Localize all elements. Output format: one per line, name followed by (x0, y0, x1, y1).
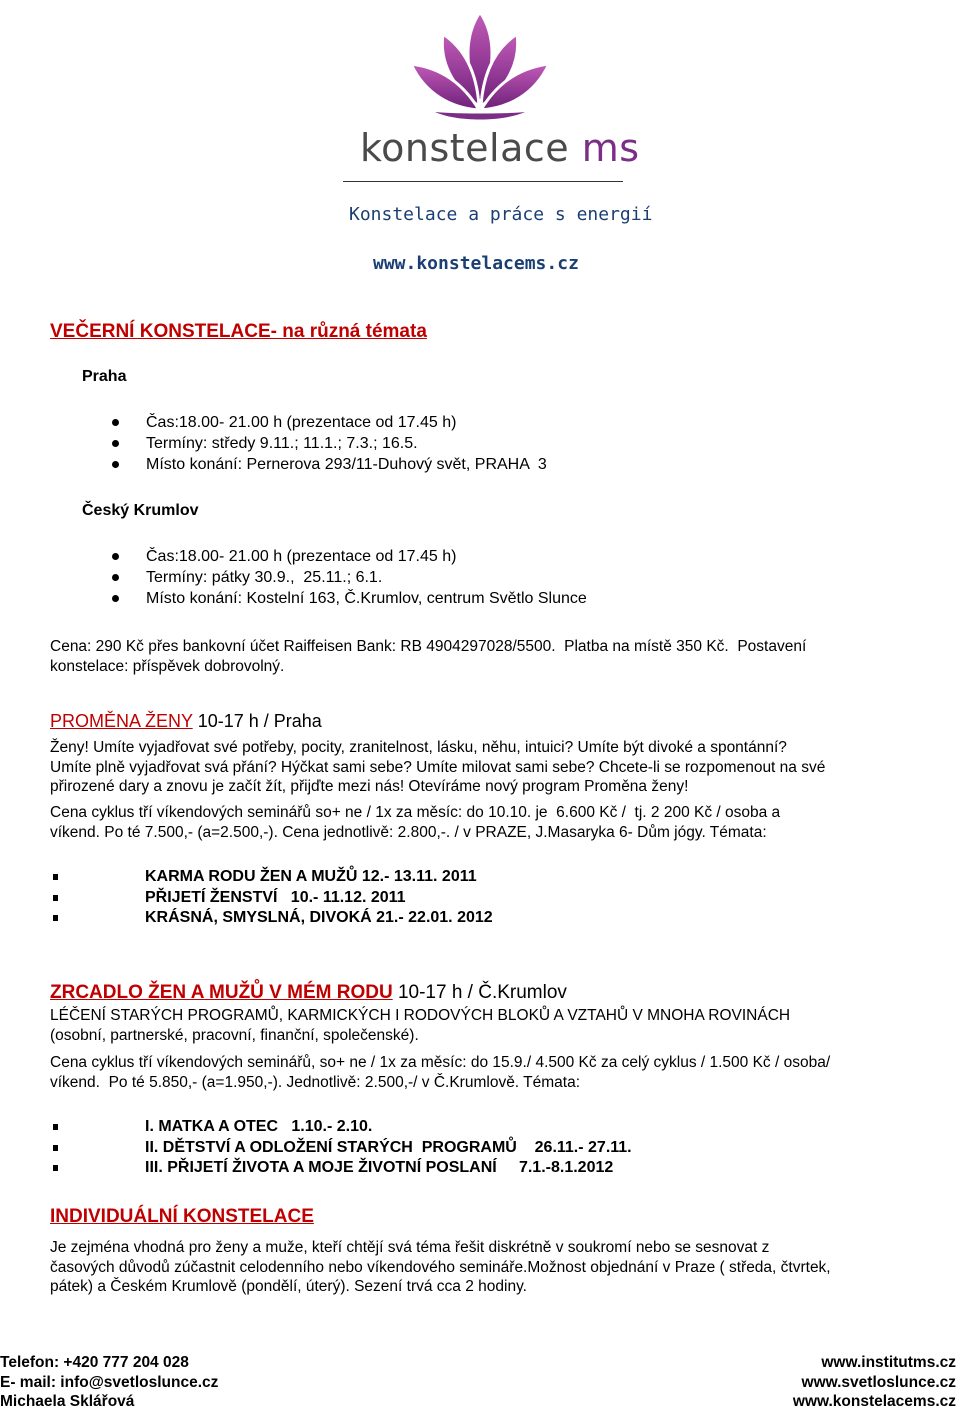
bullet-icon (53, 874, 58, 880)
list-item-text: Čas:18.00- 21.00 h (prezentace od 17.45 h) (146, 547, 457, 565)
header-website-link[interactable]: www.konstelacems.cz (373, 253, 579, 274)
bullet-icon (112, 595, 119, 602)
evening-price (50, 637, 930, 676)
list-item (112, 567, 587, 588)
text-line: (osobní, partnerské, pracovní, finanční, společenské). (50, 1026, 419, 1044)
text-line: Umíte plně vyjadřovat svá přání? Hýčkat sami sebe? Umíte milovat sami sebe? Chcete-li se rozpomenout na své (50, 758, 826, 776)
footer-website-link[interactable]: www.konstelacems.cz (792, 1393, 956, 1410)
list-item-text: I. MATKA A OTEC 1.10.- 2.10. (145, 1118, 373, 1136)
bullet-icon (112, 574, 119, 581)
zrcadlo-heading (50, 982, 567, 1004)
promena-topics (53, 867, 493, 929)
bullet-icon (53, 1124, 58, 1130)
text-line: pátek) a Českém Krumlově (pondělí, úterý). Sezení trvá cca 2 hodiny. (50, 1278, 527, 1295)
individual-text (50, 1238, 930, 1297)
footer-email[interactable]: E- mail: info@svetloslunce.cz (0, 1373, 219, 1391)
evening-title: VEČERNÍ KONSTELACE- na různá témata (50, 321, 427, 342)
list-item (112, 588, 587, 609)
promena-title: PROMĚNA ŽENY (50, 711, 193, 731)
list-item (53, 1158, 632, 1179)
footer-website-link[interactable]: www.institutms.cz (821, 1354, 956, 1371)
bullet-icon (53, 915, 58, 921)
list-item-text: PŘIJETÍ ŽENSTVÍ 10.- 11.12. 2011 (145, 888, 406, 906)
list-item (112, 412, 547, 433)
list-item-text: Termíny: středy 9.11.; 11.1.; 7.3.; 16.5. (146, 434, 418, 452)
text-line: Cena: 290 Kč přes bankovní účet Raiffeisen Bank: RB 4904297028/5500. Platba na místě 350 Kč. Postavení (50, 638, 807, 655)
footer-websites (793, 1353, 956, 1412)
zrcadlo-topics (53, 1117, 632, 1179)
bullet-icon (53, 1145, 58, 1151)
list-item-text: Termíny: pátky 30.9., 25.11.; 6.1. (146, 568, 383, 586)
text-line: víkend. Po té 7.500,- (a=2.500,-). Cena jednotlivě: 2.800,-. / v PRAZE, J.Masaryka 6- Dům jógy. Témata: (50, 823, 767, 841)
promena-intro (50, 738, 930, 797)
text-line: Je zejména vhodná pro ženy a muže, kteří chtějí svá téma řešit diskrétně v soukromí nebo se sesnovat z (50, 1239, 770, 1256)
list-item-text: II. DĚTSTVÍ A ODLOŽENÍ STARÝCH PROGRAMŮ 26.11.- 27.11. (145, 1138, 632, 1156)
footer-website-link[interactable]: www.svetloslunce.cz (801, 1373, 956, 1391)
text-line: časových důvodů zúčastnit celodenního nebo víkendového semináře.Možnost objednání v Praze ( středa, čtvrtek, (50, 1258, 831, 1276)
footer-contact (0, 1353, 218, 1412)
krumlov-city: Český Krumlov (82, 502, 199, 519)
list-item (112, 546, 587, 567)
krumlov-list (112, 546, 587, 609)
lotus-icon (405, 4, 555, 130)
zrcadlo-title-rest: 10-17 h / Č.Krumlov (392, 982, 567, 1003)
bullet-icon (112, 461, 119, 468)
list-item (53, 1117, 632, 1138)
zrcadlo-price (50, 1053, 930, 1092)
list-item-text: KRÁSNÁ, SMYSLNÁ, DIVOKÁ 21.- 22.01. 2012 (145, 909, 493, 927)
praha-city: Praha (82, 368, 127, 385)
brand-accent: ms (581, 126, 640, 170)
promena-title-rest: 10-17 h / Praha (192, 711, 322, 731)
brand-name (360, 126, 640, 170)
list-item (53, 1138, 632, 1159)
list-item-text: Čas:18.00- 21.00 h (prezentace od 17.45 h) (146, 413, 457, 431)
individual-title: INDIVIDUÁLNÍ KONSTELACE (50, 1206, 314, 1227)
footer-phone[interactable]: Telefon: +420 777 204 028 (0, 1354, 189, 1371)
list-item-text: KARMA RODU ŽEN A MUŽŮ 12.- 13.11. 2011 (145, 868, 477, 886)
brand-divider (343, 181, 623, 182)
lotus-logo (405, 4, 555, 130)
text-line: Cena cyklus tří víkendových seminářů, so+ ne / 1x za měsíc: do 15.9./ 4.500 Kč za celý cyklus / 1.500 Kč / osoba/ (50, 1054, 831, 1071)
zrcadlo-title: ZRCADLO ŽEN A MUŽŮ V MÉM RODU (50, 982, 393, 1003)
bullet-icon (53, 1165, 58, 1171)
text-line: LÉČENÍ STARÝCH PROGRAMŮ, KARMICKÝCH I RODOVÝCH BLOKŮ A VZTAHŮ V MNOHA ROVINÁCH (50, 1007, 791, 1024)
text-line: Ženy! Umíte vyjadřovat své potřeby, pocity, zranitelnost, lásku, něhu, intuici? Umíte být divoké a spontánní? (50, 739, 787, 756)
list-item-text: Místo konání: Pernerova 293/11-Duhový svět, PRAHA 3 (146, 455, 547, 473)
text-line: Cena cyklus tří víkendových seminářů so+ ne / 1x za měsíc: do 10.10. je 6.600 Kč / tj. 2 200 Kč / osoba a (50, 804, 781, 821)
list-item (53, 888, 493, 909)
text-line: konstelace: příspěvek dobrovolný. (50, 657, 285, 675)
list-item-text: Místo konání: Kostelní 163, Č.Krumlov, centrum Světlo Slunce (146, 589, 587, 607)
text-line: víkend. Po té 5.850,- (a=1.950,-). Jednotlivě: 2.500,-/ v Č.Krumlově. Témata: (50, 1073, 580, 1091)
text-line: přirozené dary a znovu je začít žít, přijďte mezi nás! Otevíráme nový program Proměna ženy! (50, 778, 689, 795)
list-item (53, 908, 493, 929)
bullet-icon (112, 553, 119, 560)
promena-heading (50, 711, 322, 731)
list-item (112, 433, 547, 454)
bullet-icon (53, 895, 58, 901)
list-item (53, 867, 493, 888)
tagline: Konstelace a práce s energií (349, 204, 653, 225)
zrcadlo-intro (50, 1006, 930, 1045)
promena-price (50, 803, 930, 842)
bullet-icon (112, 419, 119, 426)
list-item-text: III. PŘIJETÍ ŽIVOTA A MOJE ŽIVOTNÍ POSLANÍ 7.1.-8.1.2012 (145, 1159, 614, 1177)
brand-main: konstelace (360, 126, 570, 170)
bullet-icon (112, 440, 119, 447)
list-item (112, 454, 547, 475)
footer-name: Michaela Sklářová (0, 1393, 135, 1410)
praha-list (112, 412, 547, 475)
